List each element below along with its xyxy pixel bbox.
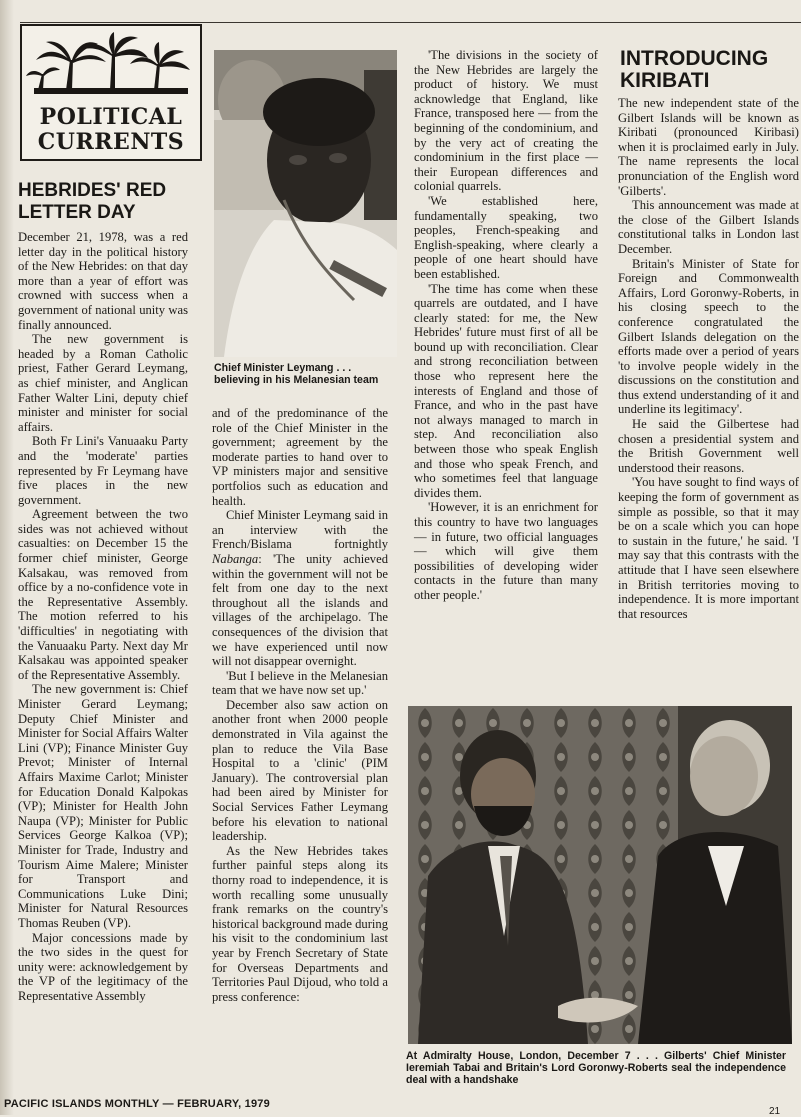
paragraph: 'However, it is an enrichment for this country to have two languages — in future, two official languages — which will give them possibilities of developing wider contacts in the future than many other people.' [414,500,598,602]
paragraph: As the New Hebrides takes further painful steps along its thorny road to independence, it is worth recalling some unusually frank remarks on the country's historical background made during his visit to the condominium last year by French Secretary of State for Overseas Departments and Territories Paul Dijoud, who told a press conference: [212,843,388,1004]
palm-trees-icon [26,30,196,102]
paragraph: Both Fr Lini's Vanuaaku Party and the 'moderate' parties represented by Fr Leymang have five places in the new government. [18,434,188,507]
portrait-image [214,50,397,357]
headline-kiribati: INTRODUCING KIRIBATI [620,47,769,92]
paragraph: Chief Minister Leymang said in an interview with the French/Bislama fortnightly Nabanga: 'The unity achieved within the government will not be felt from one day to the next throughout all the islands and villages of the archipelago. The consequences of the division that we have experienced until now will not disappear overnight. [212,508,388,669]
logo-title-line1: POLITICAL [39,104,183,130]
article-column-4 [618,96,799,621]
paragraph: December also saw action on another front when 2000 people demonstrated in Vila against the plan to reduce the Vila Base Hospital to a 'clinic' (PIM January). The controversial plan had been aired by Minister for Social Services Father Leymang before his elevation to national leadership. [212,697,388,844]
paragraph: and of the predominance of the role of the Chief Minister in the government; agreement by the moderate parties to hand over to VP ministers major and sensitive portfolios such as education and health. [212,406,388,508]
headline-hebrides: HEBRIDES' RED LETTER DAY [18,180,167,223]
page-binding-shadow [0,0,14,1115]
paragraph: The new independent state of the Gilbert Islands will be known as Kiribati (pronounced Kiribasi) when it is proclaimed early in July. The name represents the local pronunciation of the English word 'Gilberts'. [618,96,799,198]
article-column-1 [18,230,188,1003]
paragraph: The new government is headed by a Roman Catholic priest, Father Gerard Leymang, as chief minister, and Anglican Father Walter Lini, deputy chief minister and minister for social affairs. [18,332,188,434]
publication-name: Nabanga [212,551,259,566]
article-column-2 [212,406,388,1004]
photo-caption-handshake: At Admiralty House, London, December 7 . . . Gilberts' Chief Minister Ieremiah Tabai and Britain's Lord Goronwy-Roberts seal the independence deal with a handshake [406,1050,786,1086]
paragraph: The new government is: Chief Minister Gerard Leymang; Deputy Chief Minister and Minister for Social Affairs Walter Lini (VP); Finance Minister Guy Prevot; Minister of Internal Affairs Maxime Carlot; Minister for Education Donald Kalpokas (VP); Minister for Health John Naupa (VP); Minister for Public Services George Kalkoa (VP); Minister for Trade, Industry and Tourism Aime Malere; Minister for Transport and Communications Luke Dini; Minister for Natural Resources Thomas Reuben (VP). [18,682,188,930]
handshake-image [408,706,792,1044]
logo-title-line2: CURRENTS [37,129,185,155]
photo-caption-leymang: Chief Minister Leymang . . . believing in his Melanesian team [214,362,379,386]
photo-leymang [214,50,397,357]
paragraph: Agreement between the two sides was not achieved without casualties: on December 15 the former chief minister, George Kalsakau, was removed from office by a no-confidence vote in the Representative Assembly. The motion referred to his 'difficulties' in negotiating with the Vanuaaku Party. Next day Mr Kalsakau was appointed speaker of the Representative Assembly. [18,507,188,682]
paragraph: This announcement was made at the close of the Gilbert Islands constitutional talks in London last December. [618,198,799,256]
paragraph: 'We established here, fundamentally speaking, two peoples, French-speaking and English-speaking, where clearly a people of one heart should have been established. [414,193,598,281]
paragraph: December 21, 1978, was a red letter day in the political history of the New Hebrides: on that day more than a year of effort was crowned with success when a government of national unity was finally announced. [18,230,188,332]
paragraph: He said the Gilbertese had chosen a presidential system and the British Government well understood their reasons. [618,417,799,475]
article-column-3 [414,48,598,603]
paragraph: Major concessions made by the two sides in the quest for unity were: acknowledgement by the VP of the legitimacy of the Representative Assembly [18,930,188,1003]
footer-masthead: PACIFIC ISLANDS MONTHLY — FEBRUARY, 1979 [4,1098,270,1110]
top-rule [20,22,801,23]
paragraph: Britain's Minister of State for Foreign and Commonwealth Affairs, Lord Goronwy-Roberts, in his closing speech to the conference congratulated the Gilbert Islands delegation on the efforts made over a period of years 'to involve people widely in the discussions on the constitution and thus extend understanding of it and underline its legitimacy'. [618,256,799,417]
paragraph: 'The time has come when these quarrels are outdated, and I have clearly stated: for me, the New Hebrides' future must first of all be bound up with reconciliation. Clear and strong reconciliation between those who represent here the interests of England and those of France, and who in the past have not always managed to march in step. And reconciliation also between those who speak English and those who speak French, and who sometimes feel that language divides them. [414,281,598,500]
paragraph: 'The divisions in the society of the New Hebrides are largely the product of history. We must acknowledge that England, like France, transposed here — from the beginning of the condominium, and by the very act of creating the condominium in the first place — their European differences and colonial quarrels. [414,48,598,194]
photo-handshake [408,706,792,1044]
paragraph: 'But I believe in the Melanesian team that we have now set up.' [212,668,388,698]
paragraph: 'You have sought to find ways of keeping the form of government as simple as possible, so that it may be on a scale which you can hope to sustain in the future,' he said. 'I may say that this contrasts with the attitude that I have seen elsewhere in British territories moving to independence. It is more important that resources [618,475,799,621]
political-currents-logo [20,24,202,161]
page-number: 21 [769,1106,781,1117]
